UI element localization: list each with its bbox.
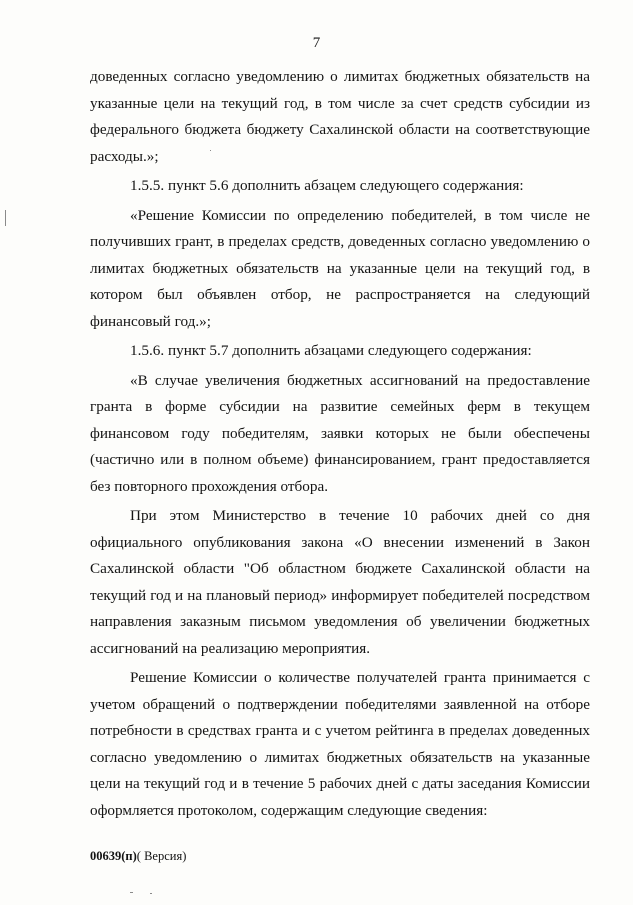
paragraph: Решение Комиссии о количестве получателей гранта принимается с учетом обращений о подтверждении победителями заявленной на отборе потребности в средствах гранта и с учетом рейтинга в пределах доведенных согласно уведомлению о лимитах бюджетных обязательств на указанные цели на текущий год и в течение 5 рабочих дней с даты заседания Комиссии оформляется протоколом, содержащим следующие сведения: xyxy=(90,669,590,819)
paragraph: 1.5.5. пункт 5.6 дополнить абзацем следующего содержания: xyxy=(130,177,524,194)
paragraph: «В случае увеличения бюджетных ассигнований на предоставление гранта в форме субсидии на развитие семейных ферм в текущем финансовом году победителям, заявки которых не были обеспечены (частично или в полном объеме) финансированием, грант предоставляется без повторного прохождения отбора. xyxy=(90,371,590,495)
document-body xyxy=(90,64,590,827)
scan-edge-mark xyxy=(210,150,211,151)
paragraph: доведенных согласно уведомлению о лимитах бюджетных обязательств на указанные цели на текущий год, в том числе за счет средств субсидии из федерального бюджета бюджету Сахалинской области на соответствующие расходы.»; xyxy=(90,68,590,165)
paragraph: «Решение Комиссии по определению победителей, в том числе не получивших грант, в пределах средств, доведенных согласно уведомлению о лимитах бюджетных обязательств на указанные цели на текущий год, в котором был объявлен отбор, не распространяется на следующий финансовый год.»; xyxy=(90,206,590,330)
scan-edge-mark xyxy=(150,893,152,894)
page-number: 7 xyxy=(312,35,321,51)
version-label: ( Версия) xyxy=(136,849,187,863)
document-code: 00639(п) xyxy=(90,849,137,863)
scan-edge-mark xyxy=(130,892,133,893)
document-footer xyxy=(90,848,186,864)
paragraph: 1.5.6. пункт 5.7 дополнить абзацами следующего содержания: xyxy=(130,342,532,359)
scan-edge-mark xyxy=(5,210,6,226)
paragraph: При этом Министерство в течение 10 рабочих дней со дня официального опубликования закона «О внесении изменений в Закон Сахалинской области "Об областном бюджете Сахалинской области на текущий год и на плановый период» информирует победителей посредством направления заказным письмом уведомления об увеличении бюджетных ассигнований на реализацию мероприятия. xyxy=(90,507,590,657)
